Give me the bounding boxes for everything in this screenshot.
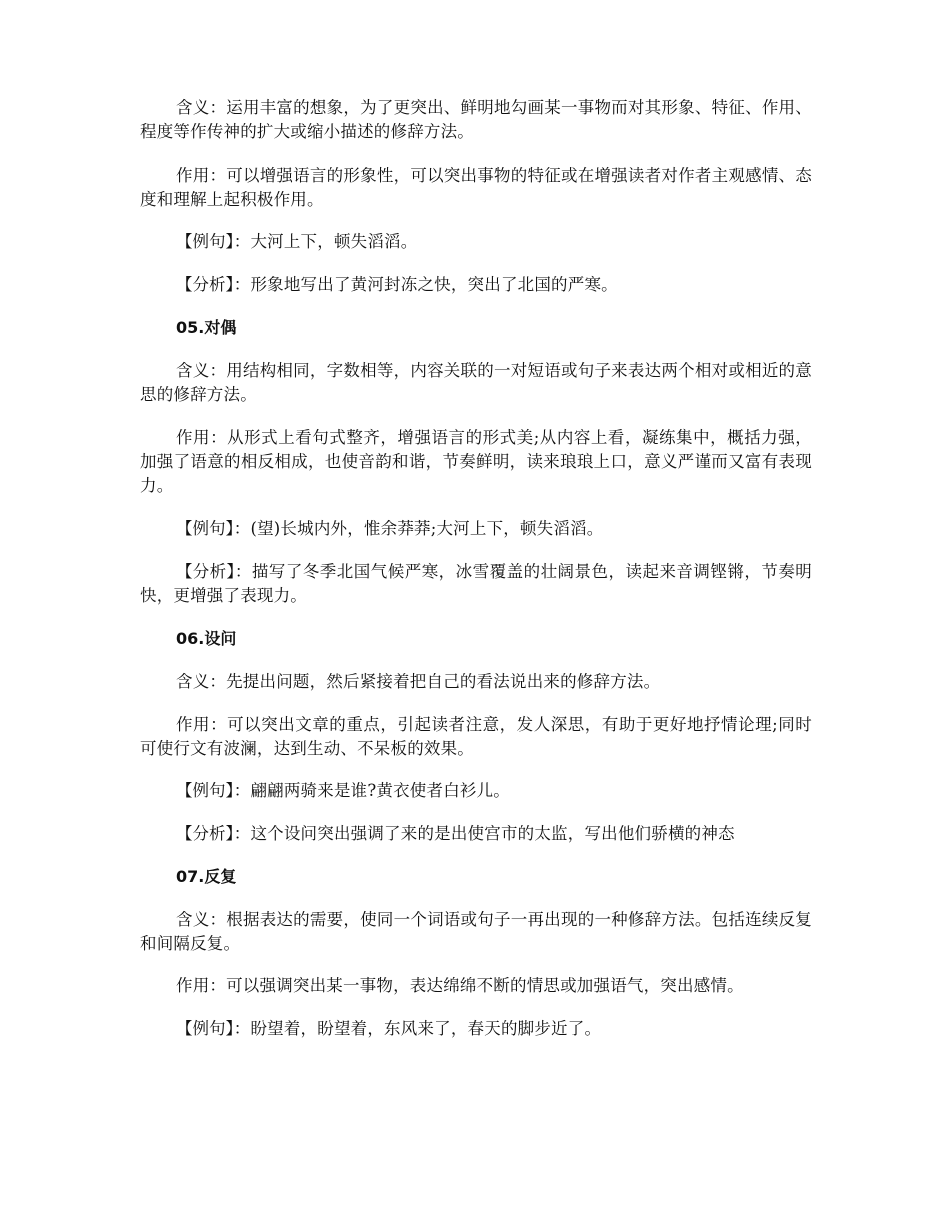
section-heading-repetition: 07.反复 xyxy=(176,867,237,886)
analysis-tag: 【分析】 xyxy=(176,275,234,294)
repetition-function: 作用：可以强调突出某一事物，表达绵绵不断的情思或加强语气，突出感情。 xyxy=(176,976,744,995)
example-text: ：大河上下，顿失滔滔。 xyxy=(233,232,418,251)
antithesis-example xyxy=(140,517,812,541)
example-text: ：(望)长城内外，惟余莽莽;大河上下，顿失滔滔。 xyxy=(233,519,604,538)
example-text: ：翩翩两骑来是谁?黄衣使者白衫儿。 xyxy=(233,781,510,800)
hyperbole-meaning: 含义：运用丰富的想象，为了更突出、鲜明地勾画某一事物而对其形象、特征、作用、程度等作传神的扩大或缩小描述的修辞方法。 xyxy=(140,98,812,141)
antithesis-analysis xyxy=(140,560,812,608)
hyperbole-function: 作用：可以增强语言的形象性，可以突出事物的特征或在增强读者对作者主观感情、态度和理解上起积极作用。 xyxy=(140,166,812,209)
analysis-text: ：描写了冬季北国气候严寒，冰雪覆盖的壮阔景色，读起来音调铿锵，节奏明快，更增强了表现力。 xyxy=(140,562,812,605)
analysis-text: ：这个设问突出强调了来的是出使宫市的太监，写出他们骄横的神态 xyxy=(233,824,735,843)
rhetorical-question-meaning: 含义：先提出问题，然后紧接着把自己的看法说出来的修辞方法。 xyxy=(176,672,661,691)
analysis-tag: 【分析】 xyxy=(176,562,235,581)
rhetorical-question-analysis xyxy=(140,822,812,846)
analysis-text: ：形象地写出了黄河封冻之快，突出了北国的严寒。 xyxy=(233,275,618,294)
antithesis-function: 作用：从形式上看句式整齐，增强语言的形式美;从内容上看，凝练集中，概括力强，加强了语意的相反相成，也使音韵和谐，节奏鲜明，读来琅琅上口，意义严谨而又富有表现力。 xyxy=(140,428,812,495)
section-heading-rhetorical-question: 06.设问 xyxy=(176,629,237,648)
example-tag: 【例句】 xyxy=(176,232,234,251)
rhetorical-question-function: 作用：可以突出文章的重点，引起读者注意，发人深思，有助于更好地抒情论理;同时可使行文有波澜，达到生动、不呆板的效果。 xyxy=(140,715,812,758)
analysis-tag: 【分析】 xyxy=(176,824,234,843)
repetition-meaning: 含义：根据表达的需要，使同一个词语或句子一再出现的一种修辞方法。包括连续反复和间隔反复。 xyxy=(140,910,812,953)
section-heading-antithesis: 05.对偶 xyxy=(176,318,237,337)
antithesis-meaning: 含义：用结构相同，字数相等，内容关联的一对短语或句子来表达两个相对或相近的意思的修辞方法。 xyxy=(140,361,812,404)
repetition-example xyxy=(140,1017,812,1041)
hyperbole-analysis xyxy=(140,273,812,297)
example-tag: 【例句】 xyxy=(176,781,234,800)
example-tag: 【例句】 xyxy=(176,519,234,538)
example-text: ：盼望着，盼望着，东风来了，春天的脚步近了。 xyxy=(233,1019,602,1038)
rhetorical-question-example xyxy=(140,779,812,803)
example-tag: 【例句】 xyxy=(176,1019,234,1038)
hyperbole-example xyxy=(140,230,812,254)
